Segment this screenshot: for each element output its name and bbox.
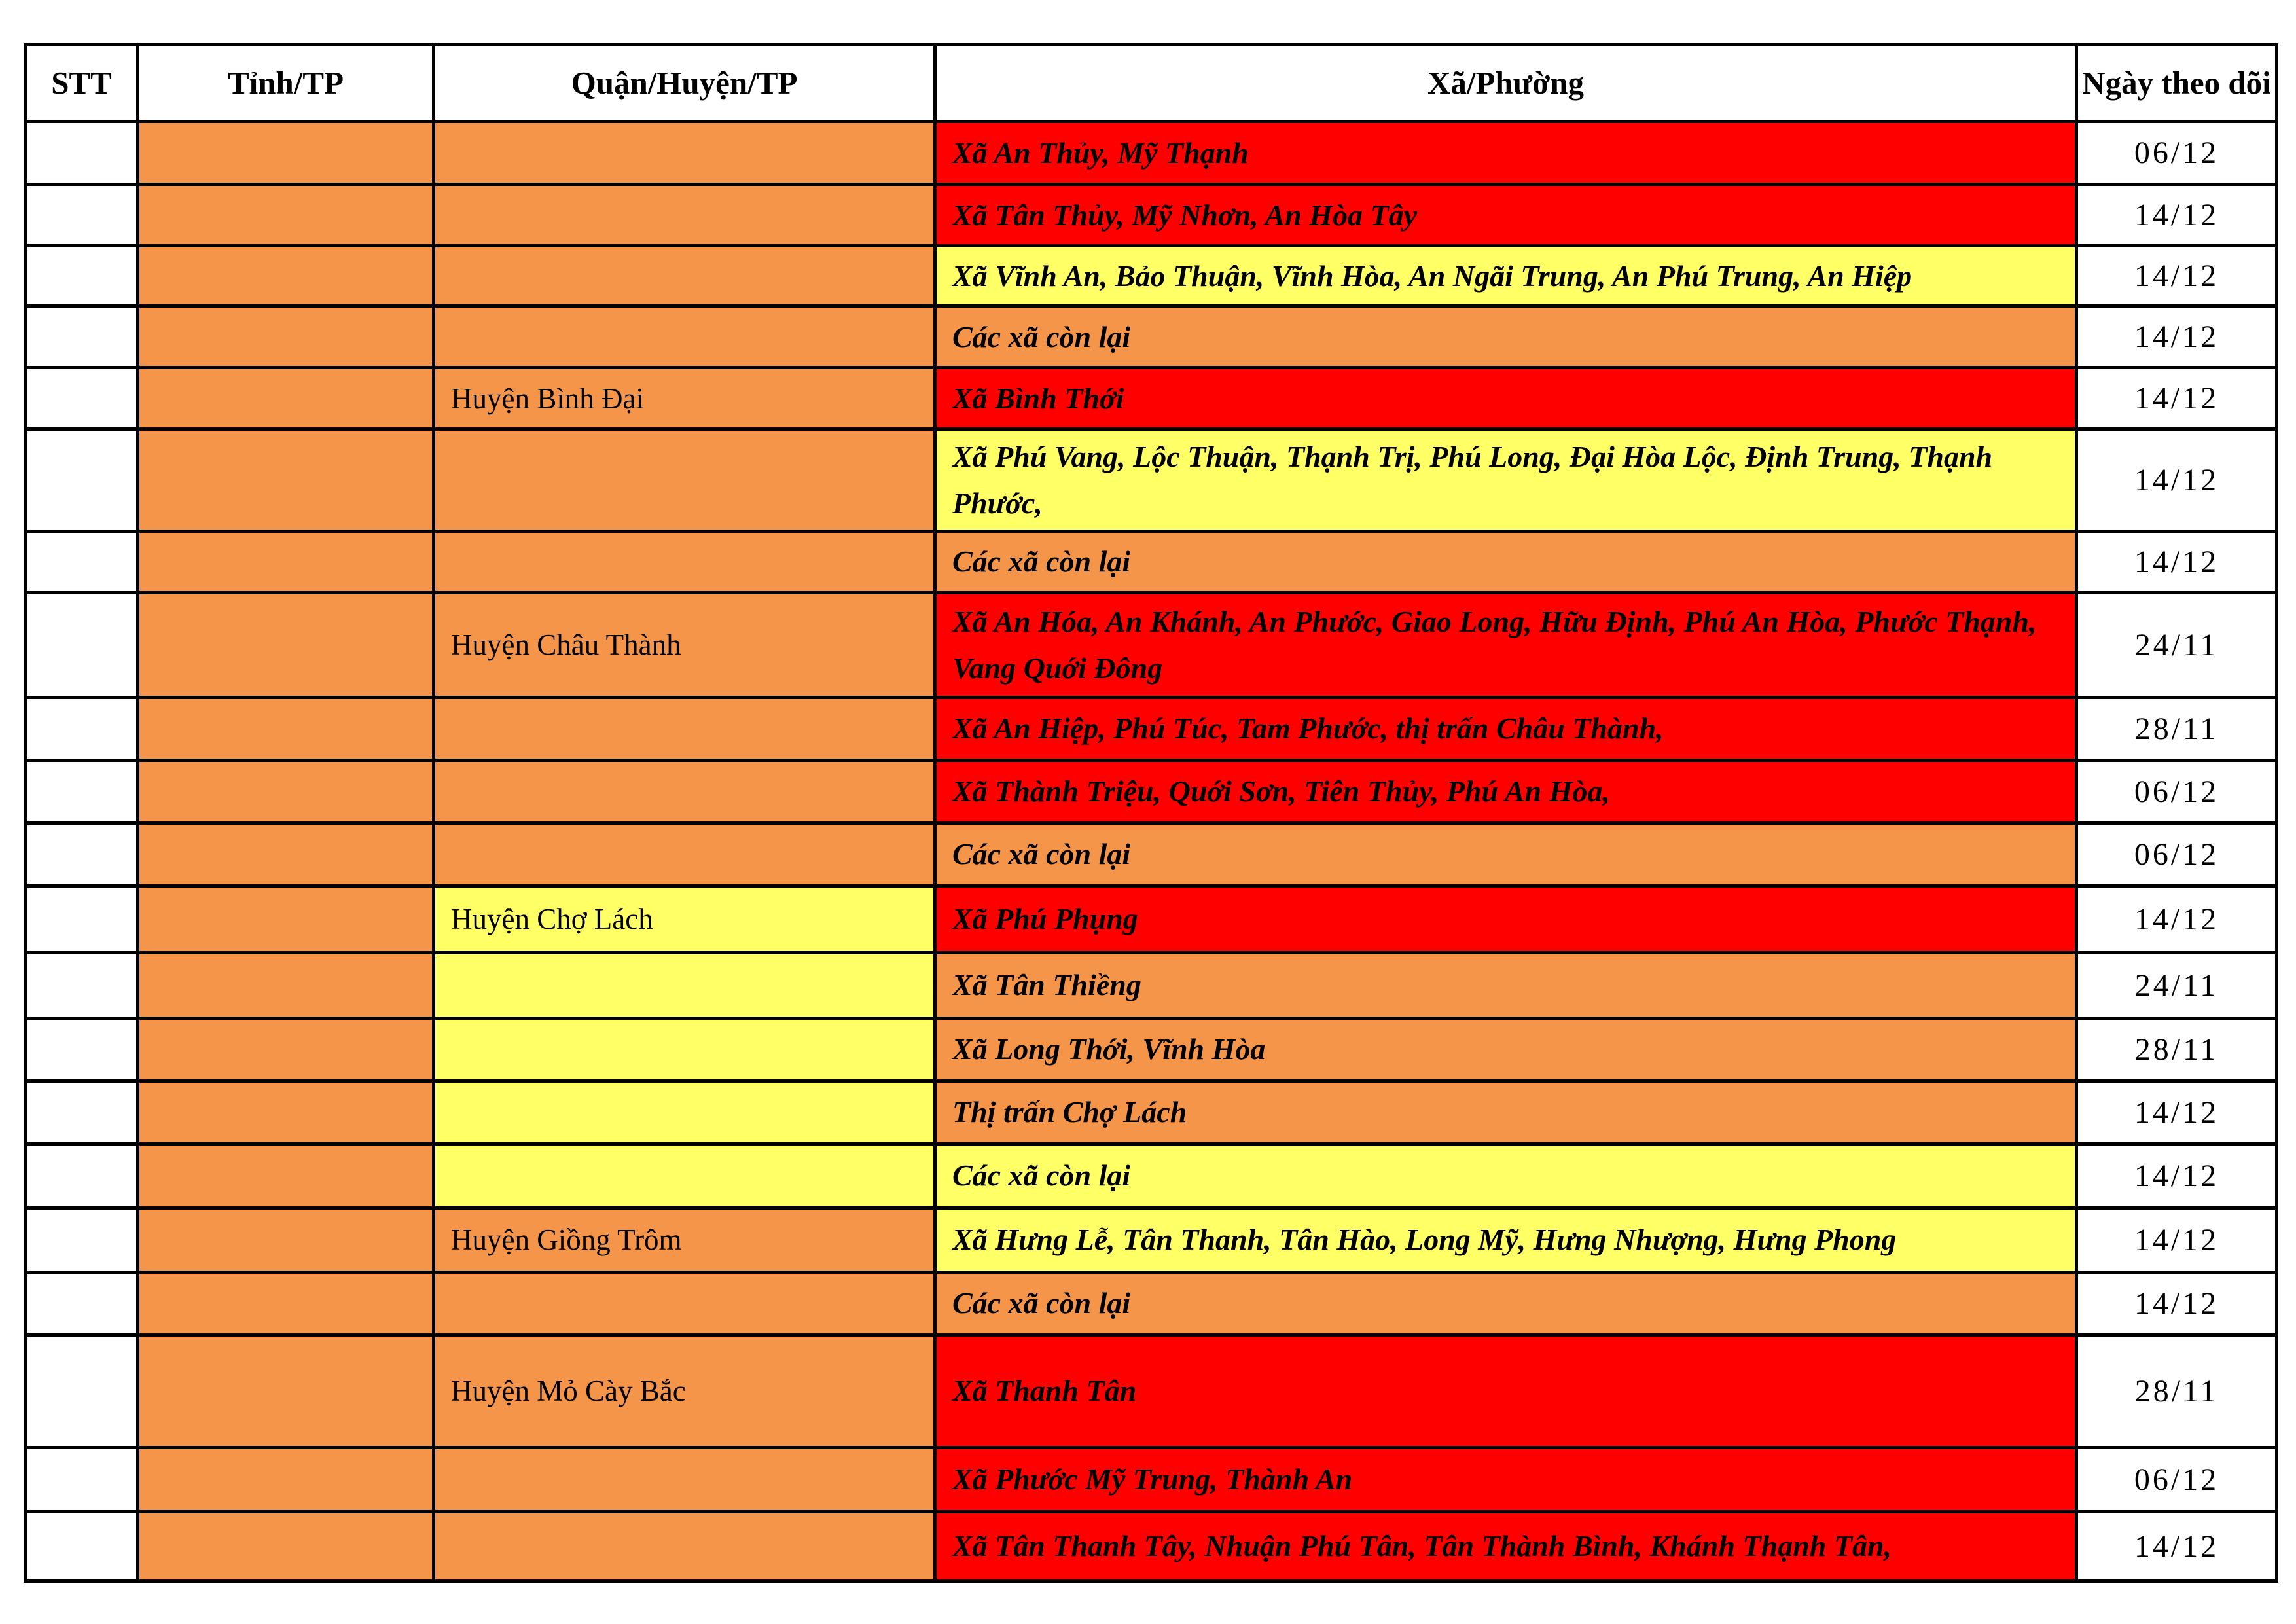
cell-stt (26, 1208, 138, 1272)
cell-province (138, 306, 434, 368)
cell-date: 14/12 (2077, 429, 2277, 532)
cell-district: Huyện Giồng Trôm (434, 1208, 935, 1272)
cell-stt (26, 246, 138, 306)
table-row (26, 823, 2277, 886)
cell-communes: Xã Hưng Lễ, Tân Thanh, Tân Hào, Long Mỹ, Hưng Nhượng, Hưng Phong (935, 1208, 2077, 1272)
cell-district (434, 1272, 935, 1335)
cell-stt (26, 697, 138, 760)
cell-district (434, 429, 935, 532)
cell-communes: Xã Phú Vang, Lộc Thuận, Thạnh Trị, Phú Long, Đại Hòa Lộc, Định Trung, Thạnh Phước, (935, 429, 2077, 532)
cell-province (138, 1272, 434, 1335)
cell-province (138, 246, 434, 306)
cell-stt (26, 886, 138, 952)
cell-communes: Xã Long Thới, Vĩnh Hòa (935, 1018, 2077, 1081)
cell-date: 06/12 (2077, 760, 2277, 823)
cell-communes: Các xã còn lại (935, 823, 2077, 886)
cell-date: 14/12 (2077, 1081, 2277, 1144)
cell-province (138, 531, 434, 592)
col-header-stt: STT (26, 45, 138, 122)
cell-stt (26, 592, 138, 697)
cell-province (138, 429, 434, 532)
table-row (26, 368, 2277, 429)
cell-stt (26, 1144, 138, 1208)
cell-district (434, 1081, 935, 1144)
cell-district (434, 952, 935, 1018)
cell-date: 14/12 (2077, 886, 2277, 952)
cell-communes: Xã Thành Triệu, Quới Sơn, Tiên Thủy, Phú An Hòa, (935, 760, 2077, 823)
cell-communes: Xã Thanh Tân (935, 1335, 2077, 1447)
cell-communes: Xã Phú Phụng (935, 886, 2077, 952)
cell-stt (26, 306, 138, 368)
cell-province (138, 760, 434, 823)
table-row (26, 185, 2277, 246)
cell-date: 14/12 (2077, 531, 2277, 592)
header-row (26, 45, 2277, 122)
cell-district (434, 1511, 935, 1581)
cell-district: Huyện Chợ Lách (434, 886, 935, 952)
cell-province (138, 1081, 434, 1144)
cell-communes: Các xã còn lại (935, 531, 2077, 592)
cell-date: 28/11 (2077, 697, 2277, 760)
cell-district (434, 531, 935, 592)
cell-date: 14/12 (2077, 1144, 2277, 1208)
cell-stt (26, 1511, 138, 1581)
cell-communes: Xã Tân Thiềng (935, 952, 2077, 1018)
cell-province (138, 1335, 434, 1447)
table-row (26, 306, 2277, 368)
cell-stt (26, 1081, 138, 1144)
cell-province (138, 697, 434, 760)
cell-district: Huyện Châu Thành (434, 592, 935, 697)
cell-date: 28/11 (2077, 1018, 2277, 1081)
cell-stt (26, 185, 138, 246)
cell-communes: Xã Phước Mỹ Trung, Thành An (935, 1447, 2077, 1511)
cell-stt (26, 122, 138, 185)
table-row (26, 1511, 2277, 1581)
cell-stt (26, 1335, 138, 1447)
cell-district (434, 823, 935, 886)
cell-district: Huyện Mỏ Cày Bắc (434, 1335, 935, 1447)
cell-province (138, 122, 434, 185)
cell-district (434, 697, 935, 760)
table-row (26, 531, 2277, 592)
table-row (26, 886, 2277, 952)
cell-province (138, 952, 434, 1018)
table-row (26, 697, 2277, 760)
col-header-district: Quận/Huyện/TP (434, 45, 935, 122)
cell-communes: Xã Bình Thới (935, 368, 2077, 429)
cell-date: 14/12 (2077, 1511, 2277, 1581)
cell-communes: Xã An Thủy, Mỹ Thạnh (935, 122, 2077, 185)
cell-province (138, 1018, 434, 1081)
zone-table (24, 43, 2278, 1583)
cell-communes: Các xã còn lại (935, 306, 2077, 368)
cell-province (138, 886, 434, 952)
cell-district (434, 1447, 935, 1511)
cell-date: 14/12 (2077, 185, 2277, 246)
cell-communes: Xã An Hóa, An Khánh, An Phước, Giao Long, Hữu Định, Phú An Hòa, Phước Thạnh, Vang Quới Đông (935, 592, 2077, 697)
table-row (26, 952, 2277, 1018)
cell-district (434, 760, 935, 823)
cell-communes: Xã Tân Thủy, Mỹ Nhơn, An Hòa Tây (935, 185, 2077, 246)
cell-communes: Xã Vĩnh An, Bảo Thuận, Vĩnh Hòa, An Ngãi Trung, An Phú Trung, An Hiệp (935, 246, 2077, 306)
cell-communes: Các xã còn lại (935, 1272, 2077, 1335)
table-row (26, 246, 2277, 306)
cell-date: 14/12 (2077, 1208, 2277, 1272)
zone-table-body (26, 122, 2277, 1581)
cell-stt (26, 1272, 138, 1335)
cell-stt (26, 1018, 138, 1081)
cell-communes: Thị trấn Chợ Lách (935, 1081, 2077, 1144)
table-row (26, 1447, 2277, 1511)
cell-district: Huyện Bình Đại (434, 368, 935, 429)
cell-stt (26, 368, 138, 429)
table-row (26, 429, 2277, 532)
cell-district (434, 122, 935, 185)
cell-communes: Xã Tân Thanh Tây, Nhuận Phú Tân, Tân Thành Bình, Khánh Thạnh Tân, (935, 1511, 2077, 1581)
cell-province (138, 1447, 434, 1511)
table-row (26, 592, 2277, 697)
cell-district (434, 185, 935, 246)
cell-province (138, 185, 434, 246)
table-row (26, 1272, 2277, 1335)
table-row (26, 1144, 2277, 1208)
table-row (26, 122, 2277, 185)
cell-communes: Xã An Hiệp, Phú Túc, Tam Phước, thị trấn Châu Thành, (935, 697, 2077, 760)
cell-date: 06/12 (2077, 122, 2277, 185)
cell-province (138, 1208, 434, 1272)
cell-date: 14/12 (2077, 306, 2277, 368)
table-row (26, 760, 2277, 823)
cell-communes: Các xã còn lại (935, 1144, 2077, 1208)
cell-date: 14/12 (2077, 1272, 2277, 1335)
cell-province (138, 823, 434, 886)
table-row (26, 1081, 2277, 1144)
cell-district (434, 246, 935, 306)
cell-date: 14/12 (2077, 368, 2277, 429)
cell-date: 06/12 (2077, 1447, 2277, 1511)
cell-date: 14/12 (2077, 246, 2277, 306)
cell-date: 24/11 (2077, 952, 2277, 1018)
cell-date: 28/11 (2077, 1335, 2277, 1447)
cell-province (138, 592, 434, 697)
cell-stt (26, 952, 138, 1018)
cell-date: 24/11 (2077, 592, 2277, 697)
col-header-province: Tỉnh/TP (138, 45, 434, 122)
cell-stt (26, 1447, 138, 1511)
cell-stt (26, 531, 138, 592)
table-row (26, 1208, 2277, 1272)
cell-stt (26, 760, 138, 823)
cell-province (138, 1511, 434, 1581)
cell-district (434, 1144, 935, 1208)
table-row (26, 1018, 2277, 1081)
cell-district (434, 1018, 935, 1081)
cell-province (138, 368, 434, 429)
cell-district (434, 306, 935, 368)
cell-date: 06/12 (2077, 823, 2277, 886)
col-header-date: Ngày theo dõi (2077, 45, 2277, 122)
cell-stt (26, 823, 138, 886)
table-row (26, 1335, 2277, 1447)
cell-stt (26, 429, 138, 532)
col-header-communes: Xã/Phường (935, 45, 2077, 122)
cell-province (138, 1144, 434, 1208)
